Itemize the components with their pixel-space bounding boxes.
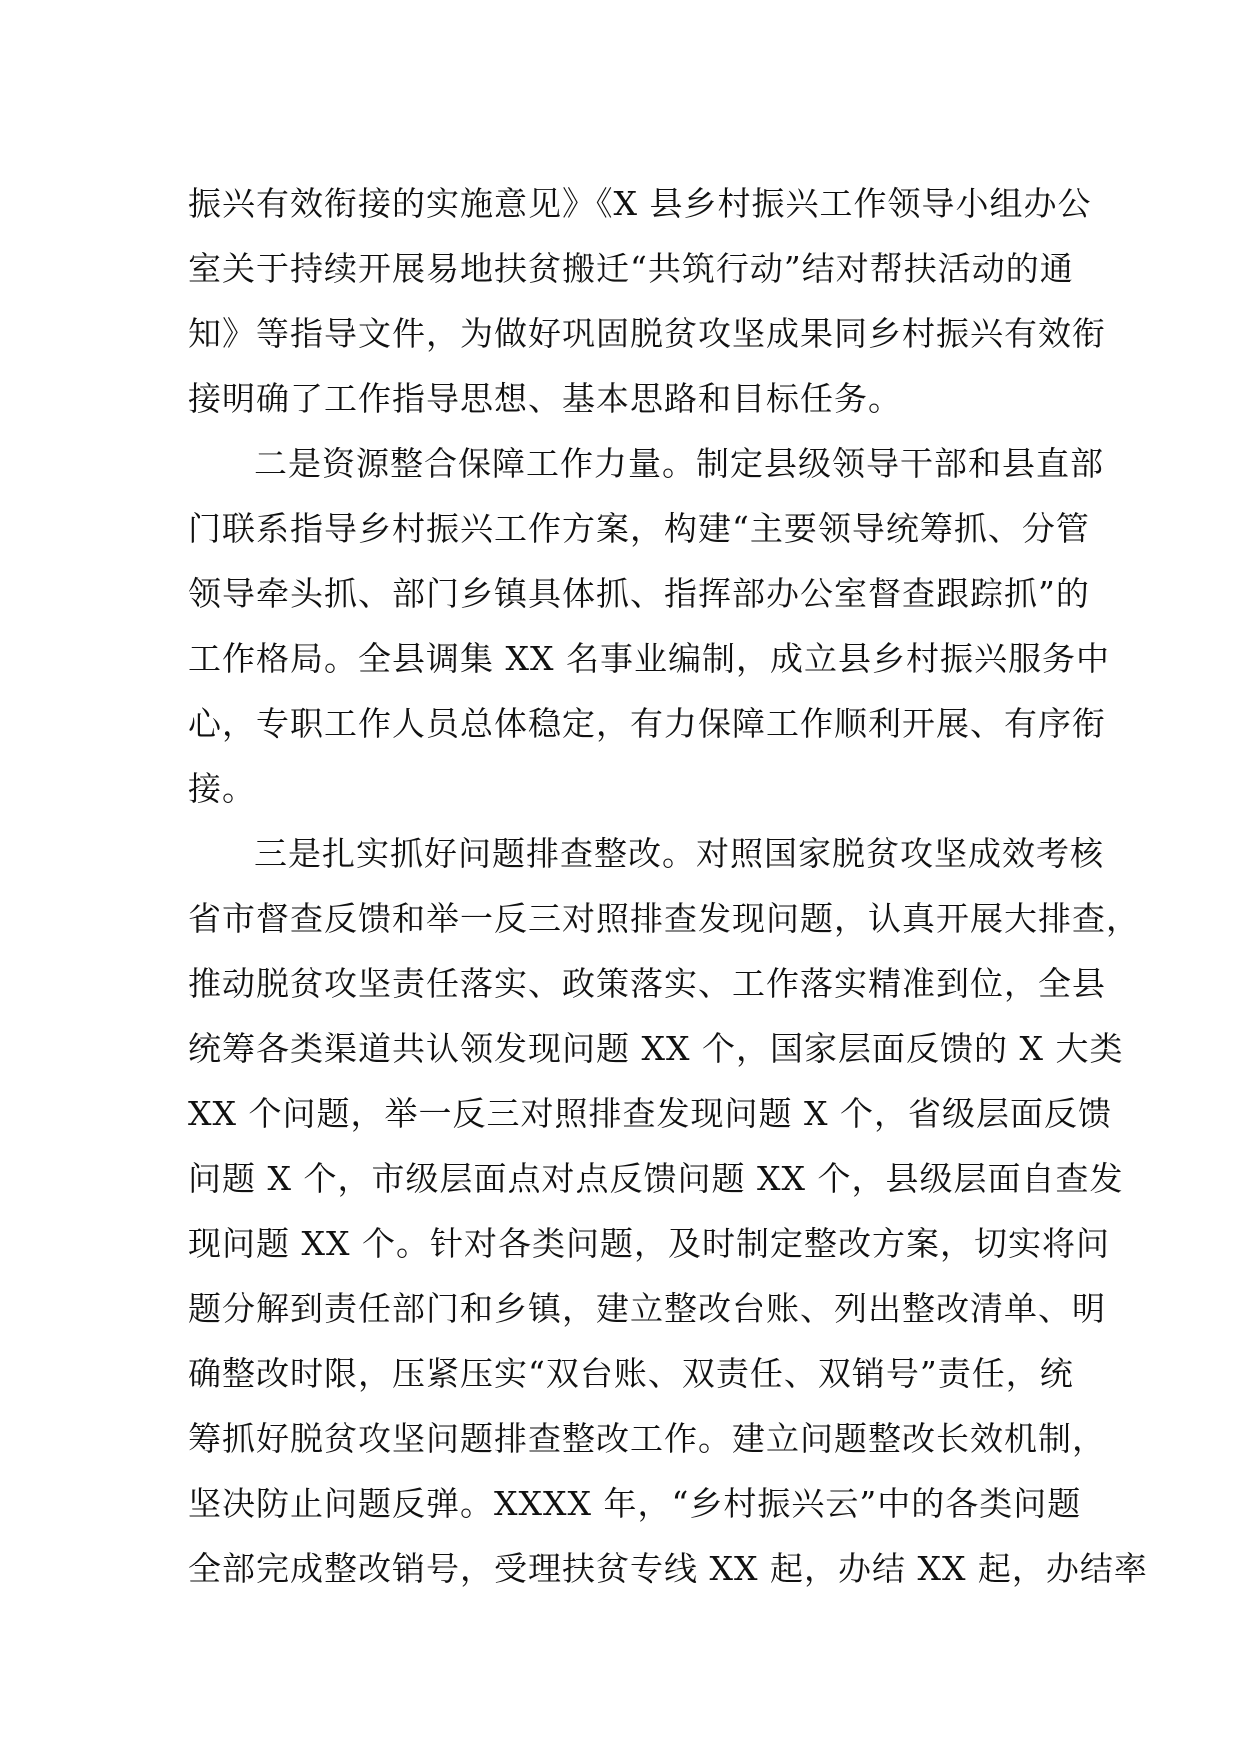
- text-line: 心，专职工作人员总体稳定，有力保障工作顺利开展、有序衔: [188, 704, 1106, 743]
- text-line: 知》等指导文件，为做好巩固脱贫攻坚成果同乡村振兴有效衔: [188, 314, 1106, 353]
- text-line: 领导牵头抓、部门乡镇具体抓、指挥部办公室督查跟踪抓”的: [188, 574, 1090, 613]
- text-line: 省市督查反馈和举一反三对照排查发现问题，认真开展大排查，: [188, 899, 1140, 938]
- text-line: 推动脱贫攻坚责任落实、政策落实、工作落实精准到位，全县: [188, 964, 1106, 1003]
- text-line: 振兴有效衔接的实施意见》《X 县乡村振兴工作领导小组办公: [188, 184, 1092, 223]
- text-line: 筹抓好脱贫攻坚问题排查整改工作。建立问题整改长效机制，: [188, 1419, 1106, 1458]
- text-line: 接明确了工作指导思想、基本思路和目标任务。: [188, 379, 902, 418]
- paragraph-1: [188, 171, 1106, 431]
- text-line: 问题 X 个，市级层面点对点反馈问题 XX 个，县级层面自查发: [188, 1159, 1124, 1198]
- text-line: 统筹各类渠道共认领发现问题 XX 个，国家层面反馈的 X 大类: [188, 1029, 1124, 1068]
- paragraph-2: [188, 431, 1110, 821]
- document-body: [188, 171, 1148, 1601]
- text-line: 接。: [188, 769, 256, 808]
- text-line: 题分解到责任部门和乡镇，建立整改台账、列出整改清单、明: [188, 1289, 1106, 1328]
- text-line: 门联系指导乡村振兴工作方案，构建“主要领导统筹抓、分管: [188, 509, 1090, 548]
- text-line: 工作格局。全县调集 XX 名事业编制，成立县乡村振兴服务中: [188, 639, 1110, 678]
- text-line: 确整改时限，压紧压实“双台账、双责任、双销号”责任，统: [188, 1354, 1074, 1393]
- text-line: 全部完成整改销号，受理扶贫专线 XX 起，办结 XX 起，办结率: [188, 1549, 1148, 1588]
- text-line: 二是资源整合保障工作力量。制定县级领导干部和县直部: [254, 444, 1104, 483]
- text-line: 现问题 XX 个。针对各类问题，及时制定整改方案，切实将问: [188, 1224, 1110, 1263]
- text-line: 室关于持续开展易地扶贫搬迁“共筑行动”结对帮扶活动的通: [188, 249, 1074, 288]
- text-line: XX 个问题，举一反三对照排查发现问题 X 个，省级层面反馈: [188, 1094, 1112, 1133]
- text-line: 坚决防止问题反弹。XXXX 年，“乡村振兴云”中的各类问题: [188, 1484, 1082, 1523]
- text-line: 三是扎实抓好问题排查整改。对照国家脱贫攻坚成效考核: [254, 834, 1104, 873]
- paragraph-3: [188, 821, 1148, 1601]
